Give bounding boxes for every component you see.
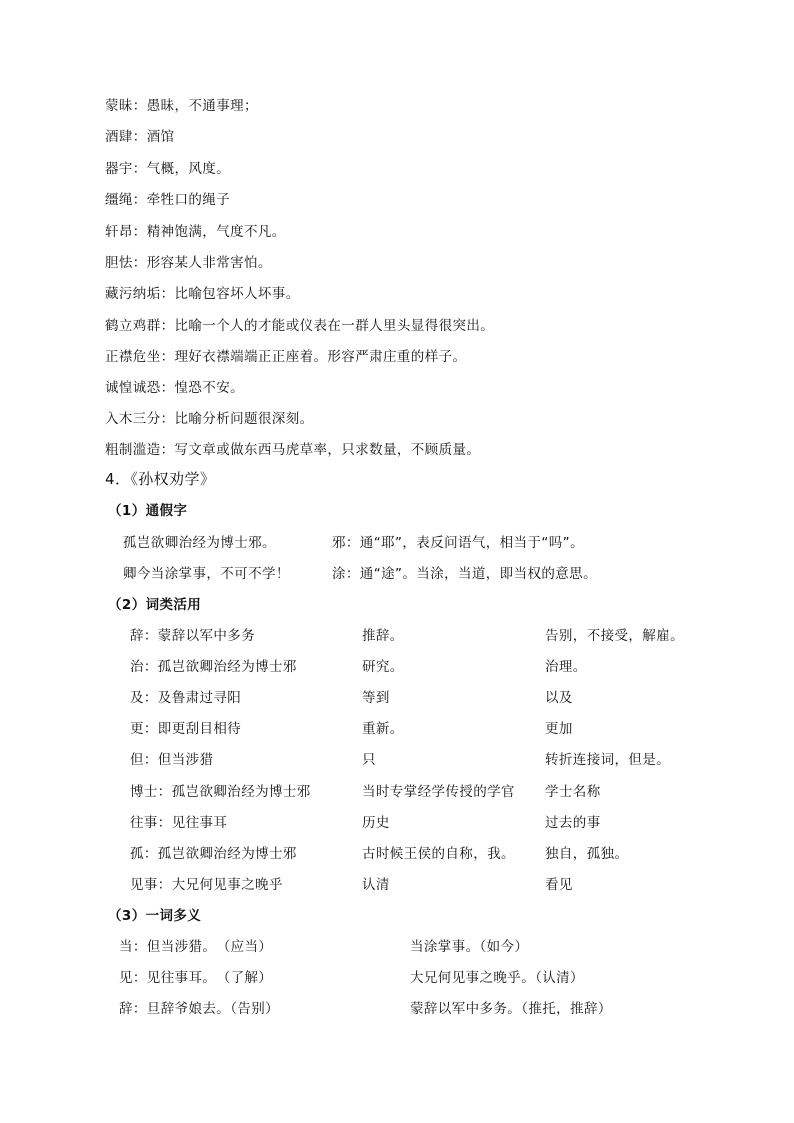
duoyi-usage-a: 见：见往事耳。 （了解） (119, 970, 273, 986)
vocab-item: 粗制滥造：写文章或做东西马虎草率，只求数量，不顾质量。 (105, 442, 481, 458)
tongjia-explain: 涂：通“途”。当涂，当道，即当权的意思。 (332, 566, 597, 582)
duoyi-usage-b: 大兄何见事之晚乎。（认清） (410, 970, 584, 986)
vocab-item: 藏污纳垢：比喻包容坏人坏事。 (105, 286, 300, 302)
duoyi-usage-b: 当涂掌事。（如今） (410, 939, 529, 955)
cilei-meaning-b: 治理。 (545, 659, 587, 675)
tongjia-sentence: 孤岂欲卿治经为博士邪。 (123, 535, 276, 551)
duoyi-usage-a: 当：但当涉猎。 （应当） (119, 939, 273, 955)
section-title: 4．《孙权劝学》 (105, 470, 216, 488)
duoyi-usage-b: 蒙辞以军中多务。（推托，推辞） (410, 1001, 612, 1017)
cilei-word: 但：但当涉猎 (130, 752, 214, 768)
cilei-meaning-b: 过去的事 (545, 815, 601, 831)
cilei-word: 孤：孤岂欲卿治经为博士邪 (130, 846, 297, 862)
vocab-item: 入木三分：比喻分析问题很深刻。 (105, 411, 314, 427)
cilei-word: 博士：孤岂欲卿治经为博士邪 (130, 784, 311, 800)
cilei-word: 治：孤岂欲卿治经为博士邪 (130, 659, 297, 675)
cilei-meaning-a: 研究。 (362, 659, 404, 675)
subsection-heading-duoyi: （3）一词多义 (108, 908, 202, 924)
cilei-meaning-b: 以及 (545, 690, 573, 706)
cilei-meaning-b: 独自，孤独。 (545, 846, 629, 862)
vocab-item: 酒肆：酒馆 (105, 129, 175, 145)
cilei-meaning-a: 等到 (362, 690, 390, 706)
cilei-meaning-a: 古时候王侯的自称，我。 (362, 846, 515, 862)
vocab-item: 鹤立鸡群：比喻一个人的才能或仪表在一群人里头显得很突出。 (105, 318, 495, 334)
cilei-meaning-a: 重新。 (362, 721, 404, 737)
cilei-word: 往事：见往事耳 (130, 815, 228, 831)
subsection-heading-tongjia: （1）通假字 (108, 503, 188, 519)
cilei-meaning-b: 转折连接词，但是。 (545, 752, 671, 768)
vocab-item: 蒙昧：愚昧，不通事理； (105, 98, 258, 114)
vocab-item: 缰绳：牵牲口的绳子 (105, 192, 231, 208)
vocab-item: 轩昂：精神饱满，气度不凡。 (105, 224, 286, 240)
tongjia-sentence: 卿今当涂掌事，不可不学！ (123, 566, 290, 582)
cilei-word: 辞：蒙辞以军中多务 (130, 628, 256, 644)
cilei-meaning-a: 只 (362, 752, 376, 768)
cilei-meaning-a: 历史 (362, 815, 390, 831)
duoyi-usage-a: 辞：旦辞爷娘去。（告别） (119, 1001, 280, 1017)
cilei-meaning-a: 当时专掌经学传授的学官 (362, 784, 515, 800)
cilei-meaning-b: 看见 (545, 877, 573, 893)
cilei-meaning-b: 更加 (545, 721, 573, 737)
cilei-meaning-a: 推辞。 (362, 628, 404, 644)
vocab-item: 胆怯：形容某人非常害怕。 (105, 255, 272, 271)
vocab-item: 诚惶诚恐：惶恐不安。 (105, 380, 244, 396)
vocab-item: 正襟危坐：理好衣襟端端正正座着。形容严肃庄重的样子。 (105, 349, 467, 365)
cilei-meaning-b: 学士名称 (545, 784, 601, 800)
cilei-word: 见事：大兄何见事之晚乎 (130, 877, 283, 893)
vocab-item: 器宇：气概，风度。 (105, 161, 231, 177)
subsection-heading-cilei: （2）词类活用 (108, 597, 202, 613)
cilei-word: 更：即更刮目相待 (130, 721, 242, 737)
cilei-word: 及：及鲁肃过寻阳 (130, 690, 242, 706)
cilei-meaning-a: 认清 (362, 877, 390, 893)
tongjia-explain: 邪：通“耶”，表反问语气，相当于“吗”。 (332, 535, 584, 551)
cilei-meaning-b: 告别，不接受，解雇。 (545, 628, 684, 644)
